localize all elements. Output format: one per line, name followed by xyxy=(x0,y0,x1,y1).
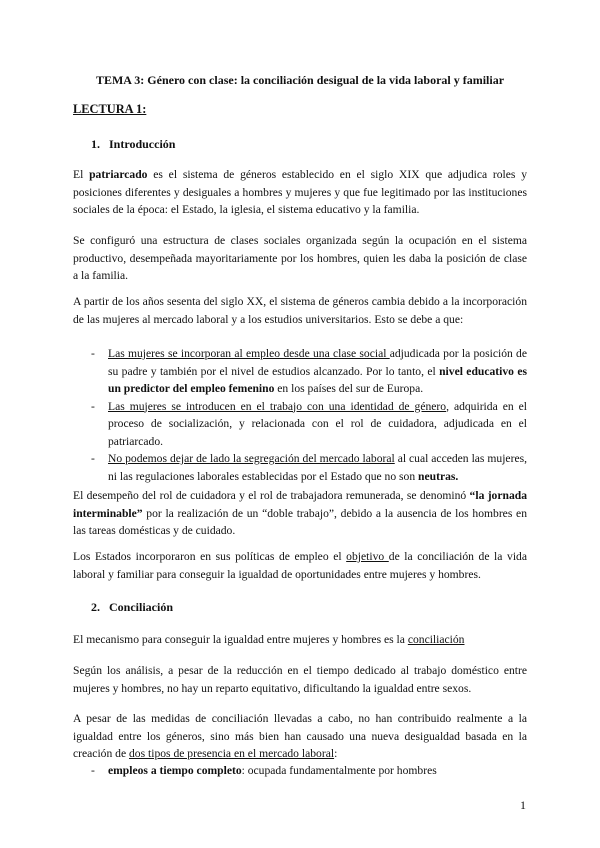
paragraph-analisis: Según los análisis, a pesar de la reducción en el tiempo dedicado al trabajo doméstico entre mujeres y hombres, no hay un reparto equitativo, dificultando la igualdad entre sexos. xyxy=(73,664,527,695)
presence-types-list xyxy=(91,762,527,780)
text-run: El desempeño del rol de cuidadora y el rol de trabajadora remunerada, se denominó xyxy=(73,489,470,502)
text-run: al cual acceden las mujeres, ni las regulaciones laborales establecidas por el Estado que no son xyxy=(108,452,527,483)
page-number: 1 xyxy=(520,798,526,812)
text-run: en los países del sur de Europa. xyxy=(274,382,424,395)
reading-label: LECTURA 1: xyxy=(73,102,147,116)
paragraph-anos-sesenta: A partir de los años sesenta del siglo XX, el sistema de géneros cambia debido a la incorporación de las mujeres al mercado laboral y a los estudios universitarios. Esto se debe a que: xyxy=(73,295,527,326)
paragraph-mecanismo xyxy=(73,631,527,649)
text-run: de la conciliación de la vida laboral y familiar para conseguir la igualdad de oportunidades entre mujeres y hombres. xyxy=(73,550,527,581)
list-item xyxy=(91,398,527,451)
list-item xyxy=(91,450,527,485)
section-title: Introducción xyxy=(109,137,176,151)
paragraph-estados xyxy=(73,548,527,583)
bold-term: “la jornada interminable” xyxy=(73,489,527,520)
text-run: A pesar de las medidas de conciliación llevadas a cabo, no han contribuido realmente a la igualdad entre los géneros, sino más bien han causado una nueva desigualdad basada en la creación de xyxy=(73,712,527,760)
paragraph-patriarcado xyxy=(73,166,527,219)
text-run: adjudicada por la posición de su padre y también por el nivel de estudios alcanzado. Por lo tanto, el xyxy=(108,347,527,378)
underlined-text: Las mujeres se introducen en el trabajo con una identidad de género xyxy=(108,399,447,413)
underlined-text: objetivo xyxy=(346,550,389,563)
text-run: es el sistema de géneros establecido en el siglo XIX que adjudica roles y posiciones diferentes y desiguales a hombres y mujeres y que fue legitimado por las instituciones sociales de la época: el Estado, la iglesia, el sistema educativo y la familia. xyxy=(73,168,527,216)
bold-term: nivel educativo es un predictor del empleo femenino xyxy=(108,364,527,395)
text-run: El mecanismo para conseguir la igualdad entre mujeres y hombres es la xyxy=(73,633,408,646)
list-dash: - xyxy=(91,452,95,465)
section-heading-conciliacion xyxy=(91,600,173,615)
paragraph-jornada-interminable xyxy=(73,487,527,540)
paragraph-medidas xyxy=(73,710,527,763)
bold-term: empleos a tiempo completo xyxy=(108,764,242,777)
paragraph-clases-sociales: Se configuró una estructura de clases sociales organizada según la ocupación en el sistema productivo, desempeñada mayoritariamente por los hombres, quien les daba la posición de clase a la familia. xyxy=(73,234,527,282)
underlined-text: dos tipos de presencia en el mercado laboral xyxy=(129,747,335,760)
document-title: TEMA 3: Género con clase: la conciliación desigual de la vida laboral y familiar xyxy=(95,73,505,87)
text-run: por la realización de un “doble trabajo”, debido a la ausencia de los hombres en las tareas domésticas y de cuidado. xyxy=(73,506,527,537)
list-dash: - xyxy=(91,347,95,360)
section-heading-introduccion xyxy=(91,137,175,152)
list-item xyxy=(91,345,527,398)
bold-term: patriarcado xyxy=(89,168,148,181)
list-dash: - xyxy=(91,399,95,413)
text-run: : ocupada fundamentalmente por hombres xyxy=(241,764,437,777)
bold-term: neutras. xyxy=(418,469,459,483)
reasons-list xyxy=(91,345,527,485)
underlined-text: conciliación xyxy=(407,633,465,646)
section-number: 1. xyxy=(91,137,100,151)
text-run: El xyxy=(73,168,90,181)
text-run: , adquirida en el proceso de socialización, y relacionada con el rol de cuidadora, adjudicada en el patriarcado. xyxy=(108,399,527,448)
list-dash: - xyxy=(91,764,95,777)
underlined-text: No podemos dejar de lado la segregación del mercado laboral xyxy=(108,452,395,465)
underlined-text: Las mujeres se incorporan al empleo desde una clase social xyxy=(108,347,390,360)
list-item xyxy=(91,762,527,780)
section-number: 2. xyxy=(91,600,100,614)
section-title: Conciliación xyxy=(109,600,174,614)
text-run: Los Estados incorporaron en sus políticas de empleo el xyxy=(73,550,347,563)
text-run: : xyxy=(334,747,338,760)
